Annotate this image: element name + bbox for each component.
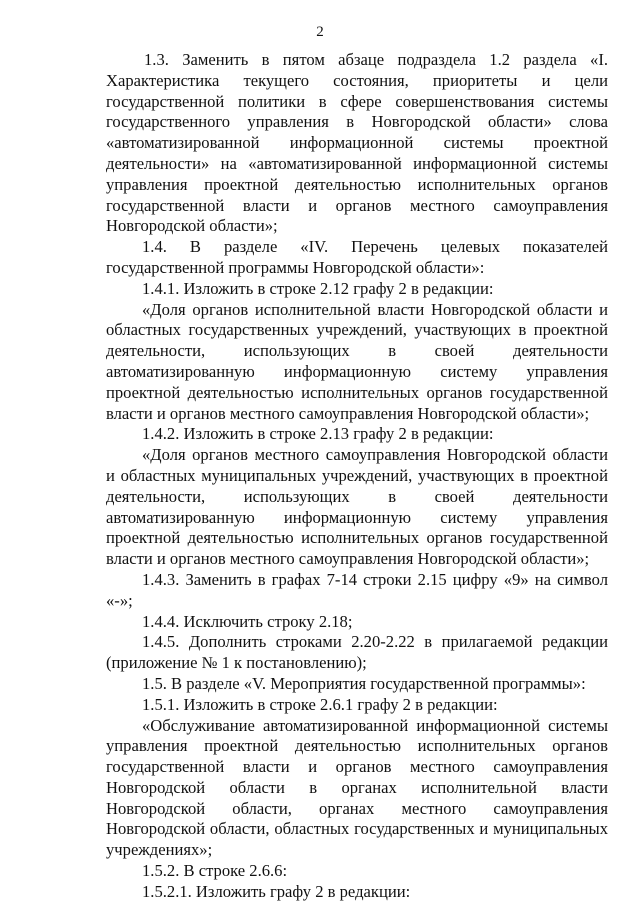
paragraph-1-5-1: 1.5.1. Изложить в строке 2.6.1 графу 2 в редакции: bbox=[142, 694, 498, 714]
paragraph-1-3: 1.3. Заменить в пятом абзаце подраздела 1.2 раздела «I. Характеристика текущего состояния, приоритеты и цели государственной политики в сфере совершенствования системы государственного управления в Новгородской области» слова «автоматизированной информационной системы проектной деятельности» на «автоматизированной информационной системы управления проектной деятельностью исполнительных органов государственной власти и органов местного самоуправления Новгородской области»; bbox=[106, 50, 608, 236]
paragraph-1-5-2: 1.5.2. В строке 2.6.6: bbox=[142, 861, 288, 881]
paragraph-1-4-3: 1.4.3. Заменить в графах 7-14 строки 2.15 цифру «9» на символ «-»; bbox=[106, 569, 608, 610]
paragraph-quote-2-12: «Доля органов исполнительной власти Новгородской области и областных государственных учреждений, участвующих в проектной деятельности, использующих в своей деятельности автоматизированную информационную систему управления проектной деятельностью исполнительных органов государственной власти и органов местного самоуправления Новгородской области»; bbox=[106, 299, 608, 423]
paragraph-1-5: 1.5. В разделе «V. Мероприятия государственной программы»: bbox=[142, 673, 586, 693]
paragraph-quote-2-6-1: «Обслуживание автоматизированной информационной системы управления проектной деятельностью исполнительных органов государственной власти и органов местного самоуправления Новгородской области в органах исполнительной власти Новгородской области, органах местного самоуправления Новгородской области, областных государственных и муниципальных учреждениях»; bbox=[106, 715, 608, 860]
paragraph-quote-2-13: «Доля органов местного самоуправления Новгородской области и областных муниципальных учреждений, участвующих в проектной деятельности, использующих в своей деятельности автоматизированную информационную систему управления проектной деятельностью исполнительных органов государственной власти и органов местного самоуправления Новгородской области»; bbox=[106, 445, 608, 569]
page-number: 2 bbox=[316, 24, 324, 40]
paragraph-1-5-2-1: 1.5.2.1. Изложить графу 2 в редакции: bbox=[142, 881, 411, 901]
paragraph-1-4: 1.4. В разделе «IV. Перечень целевых показателей государственной программы Новгородской области»: bbox=[106, 237, 608, 277]
paragraph-1-4-5: 1.4.5. Дополнить строками 2.20-2.22 в прилагаемой редакции (приложение № 1 к постановлению); bbox=[106, 632, 608, 673]
paragraph-1-4-1: 1.4.1. Изложить в строке 2.12 графу 2 в редакции: bbox=[142, 278, 494, 298]
paragraph-1-4-2: 1.4.2. Изложить в строке 2.13 графу 2 в редакции: bbox=[142, 424, 494, 444]
document-body bbox=[106, 50, 608, 903]
paragraph-1-4-4: 1.4.4. Исключить строку 2.18; bbox=[142, 611, 353, 631]
